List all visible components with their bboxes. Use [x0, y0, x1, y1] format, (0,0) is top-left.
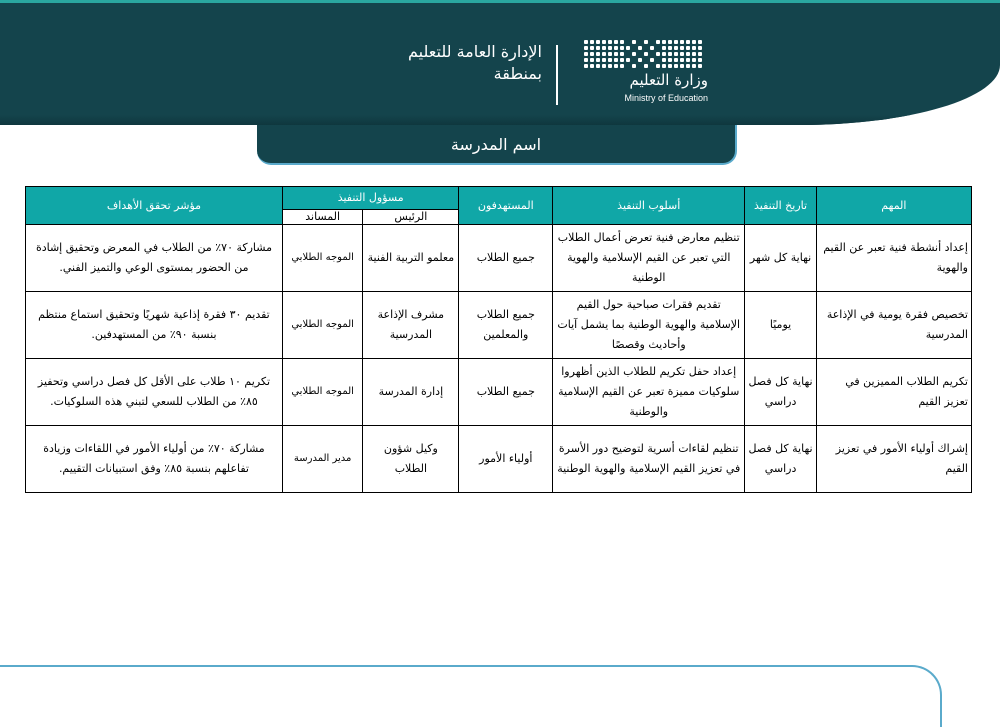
cell-date: نهاية كل فصل دراسي: [745, 359, 816, 426]
header-target: المستهدفون: [459, 187, 553, 225]
ministry-name-english: Ministry of Education: [624, 93, 708, 103]
cell-task: تكريم الطلاب المميزين في تعزيز القيم: [816, 359, 971, 426]
administration-title: [330, 41, 542, 85]
school-name: اسم المدرسة: [450, 135, 542, 154]
administration-line-1: الإدارة العامة للتعليم: [408, 42, 542, 61]
cell-indicator: مشاركة ٧٠٪ من أولياء الأمور في اللقاءات وزيادة تفاعلهم بنسبة ٨٥٪ وفق استبيانات التقييم.: [26, 426, 283, 493]
cell-date: نهاية كل فصل دراسي: [745, 426, 816, 493]
footer-decoration: [0, 665, 942, 727]
table-row: [26, 426, 972, 493]
cell-main: مشرف الإذاعة المدرسية: [363, 292, 459, 359]
header-method: أسلوب التنفيذ: [553, 187, 745, 225]
cell-method: إعداد حفل تكريم للطلاب الذين أظهروا سلوكيات مميزة تعبر عن القيم الإسلامية والوطنية: [553, 359, 745, 426]
cell-assist: الموجه الطلابي: [282, 225, 362, 292]
cell-task: إشراك أولياء الأمور في تعزيز القيم: [816, 426, 971, 493]
administration-line-2: بمنطقة: [493, 64, 542, 83]
school-name-tab: [257, 125, 737, 165]
cell-task: تخصيص فقرة يومية في الإذاعة المدرسية: [816, 292, 971, 359]
ministry-logo: [568, 38, 708, 110]
cell-assist: الموجه الطلابي: [282, 359, 362, 426]
header-assist: المساند: [282, 210, 362, 225]
cell-task: إعداد أنشطة فنية تعبر عن القيم والهوية: [816, 225, 971, 292]
cell-main: إدارة المدرسة: [363, 359, 459, 426]
table-row: [26, 292, 972, 359]
cell-target: جميع الطلاب: [459, 359, 553, 426]
table-row: [26, 359, 972, 426]
cell-indicator: تقديم ٣٠ فقرة إذاعية شهريًا وتحقيق استماع منتظم بنسبة ٩٠٪ من المستهدفين.: [26, 292, 283, 359]
cell-assist: مدير المدرسة: [282, 426, 362, 493]
table-row: [26, 225, 972, 292]
header-main: الرئيس: [363, 210, 459, 225]
header-divider: [556, 45, 558, 105]
cell-target: جميع الطلاب والمعلمين: [459, 292, 553, 359]
cell-indicator: مشاركة ٧٠٪ من الطلاب في المعرض وتحقيق إشادة من الحضور بمستوى الوعي والتميز الفني.: [26, 225, 283, 292]
cell-main: معلمو التربية الفنية: [363, 225, 459, 292]
cell-target: أولياء الأمور: [459, 426, 553, 493]
header-indicator: مؤشر تحقق الأهداف: [26, 187, 283, 225]
header-task: المهم: [816, 187, 971, 225]
header-date: تاريخ التنفيذ: [745, 187, 816, 225]
cell-assist: الموجه الطلابي: [282, 292, 362, 359]
cell-indicator: تكريم ١٠ طلاب على الأقل كل فصل دراسي وتحفيز ٨٥٪ من الطلاب للسعي لتبني هذه السلوكيات.: [26, 359, 283, 426]
cell-main: وكيل شؤون الطلاب: [363, 426, 459, 493]
cell-method: تنظيم معارض فنية تعرض أعمال الطلاب التي تعبر عن القيم الإسلامية والهوية الوطنية: [553, 225, 745, 292]
cell-method: تنظيم لقاءات أسرية لتوضيح دور الأسرة في تعزيز القيم الإسلامية والهوية الوطنية: [553, 426, 745, 493]
cell-date: يوميًا: [745, 292, 816, 359]
cell-method: تقديم فقرات صباحية حول القيم الإسلامية والهوية الوطنية بما يشمل آيات وأحاديث وقصصًا: [553, 292, 745, 359]
page-header: [0, 0, 1000, 125]
ministry-name-arabic: وزارة التعليم: [629, 71, 708, 89]
cell-date: نهاية كل شهر: [745, 225, 816, 292]
logo-dots-icon: [584, 40, 709, 70]
activity-plan-table: [25, 186, 972, 493]
header-responsible: مسؤول التنفيذ: [282, 187, 458, 210]
cell-target: جميع الطلاب: [459, 225, 553, 292]
